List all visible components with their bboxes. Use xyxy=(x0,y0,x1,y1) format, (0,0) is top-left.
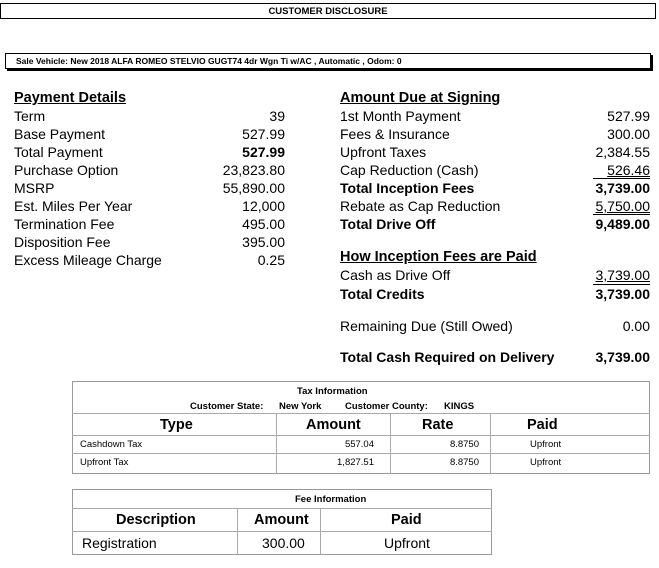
tax-row-paid: Upfront xyxy=(530,457,562,468)
first-month-value: 527.99 xyxy=(607,108,650,124)
fee-divider xyxy=(72,531,492,532)
base-payment-label: Base Payment xyxy=(14,126,106,142)
fee-info-title: Fee Information xyxy=(295,494,367,505)
rebate-label: Rebate as Cap Reduction xyxy=(340,198,501,214)
total-payment-value: 527.99 xyxy=(242,144,285,160)
document-title: CUSTOMER DISCLOSURE xyxy=(0,3,656,19)
total-drive-off-label: Total Drive Off xyxy=(340,216,436,232)
fee-paid-header: Paid xyxy=(391,512,422,528)
total-inception-value: 3,739.00 xyxy=(595,180,650,196)
tax-paid-header: Paid xyxy=(527,417,558,433)
cap-reduction-label: Cap Reduction (Cash) xyxy=(340,162,479,178)
tax-row-type: Upfront Tax xyxy=(80,457,129,468)
tax-divider xyxy=(72,413,650,414)
fees-insurance-value: 300.00 xyxy=(607,126,650,142)
cap-reduction-value: 526.46 xyxy=(607,162,650,178)
tax-row-type: Cashdown Tax xyxy=(80,439,143,450)
fee-row-amount: 300.00 xyxy=(262,535,305,551)
tax-row-paid: Upfront xyxy=(530,439,562,450)
term-label: Term xyxy=(14,108,46,124)
total-credits-value: 3,739.00 xyxy=(595,286,650,302)
fee-amount-header: Amount xyxy=(254,512,309,528)
amount-due-heading: Amount Due at Signing xyxy=(340,90,501,106)
termination-fee-label: Termination Fee xyxy=(14,216,115,232)
disposition-fee-label: Disposition Fee xyxy=(14,234,111,250)
est-miles-value: 12,000 xyxy=(242,198,285,214)
purchase-option-label: Purchase Option xyxy=(14,162,119,178)
tax-row-rate: 8.8750 xyxy=(449,439,479,450)
tax-info-title: Tax Information xyxy=(297,386,368,397)
fees-insurance-label: Fees & Insurance xyxy=(340,126,450,142)
payment-details-values xyxy=(190,107,285,269)
payment-details-heading: Payment Details xyxy=(14,90,127,106)
tax-type-header: Type xyxy=(160,417,193,433)
tax-amount-header: Amount xyxy=(306,417,361,433)
termination-fee-value: 495.00 xyxy=(242,216,285,232)
tax-column-divider xyxy=(490,414,491,474)
disposition-fee-value: 395.00 xyxy=(242,234,285,250)
msrp-label: MSRP xyxy=(14,180,55,196)
total-drive-off-value: 9,489.00 xyxy=(595,216,650,232)
tax-rate-header: Rate xyxy=(422,417,454,433)
payment-details-labels xyxy=(14,107,162,269)
cash-drive-off-label: Cash as Drive Off xyxy=(340,267,451,283)
tax-row-amount: 1,827.51 xyxy=(337,457,374,468)
term-value: 39 xyxy=(269,108,285,124)
cash-required-label: Total Cash Required on Delivery xyxy=(340,349,555,365)
customer-state-value: New York xyxy=(279,401,322,412)
cash-drive-off-value: 3,739.00 xyxy=(595,267,650,283)
customer-county-label: Customer County: xyxy=(345,401,428,412)
upfront-taxes-label: Upfront Taxes xyxy=(340,144,427,160)
excess-mileage-value: 0.25 xyxy=(257,252,285,268)
total-drive-off-rule xyxy=(593,214,650,215)
tax-divider xyxy=(72,453,650,454)
fee-column-divider xyxy=(237,509,238,555)
tax-row-amount: 557.04 xyxy=(344,439,374,450)
remaining-due-label: Remaining Due (Still Owed) xyxy=(340,318,513,334)
total-credits-label: Total Credits xyxy=(340,286,425,302)
est-miles-label: Est. Miles Per Year xyxy=(14,198,133,214)
tax-row-rate: 8.8750 xyxy=(449,457,479,468)
remaining-due-value: 0.00 xyxy=(622,318,650,334)
msrp-value: 55,890.00 xyxy=(222,180,285,196)
total-inception-label: Total Inception Fees xyxy=(340,180,475,196)
inception-paid-heading: How Inception Fees are Paid xyxy=(340,249,537,265)
purchase-option-value: 23,823.80 xyxy=(222,162,285,178)
cash-required-value: 3,739.00 xyxy=(595,349,650,365)
sale-vehicle-line: Sale Vehicle: New 2018 ALFA ROMEO STELVIO GUGT74 4dr Wgn Ti w/AC , Automatic , Odom: 0 xyxy=(5,53,651,69)
fee-column-divider xyxy=(320,509,321,555)
customer-state-label: Customer State: xyxy=(190,401,264,412)
tax-divider xyxy=(72,435,650,436)
excess-mileage-label: Excess Mileage Charge xyxy=(14,252,162,268)
upfront-taxes-value: 2,384.55 xyxy=(595,144,650,160)
first-month-label: 1st Month Payment xyxy=(340,108,461,124)
fee-divider xyxy=(72,508,492,509)
total-inception-rule xyxy=(593,178,650,179)
rebate-value: 5,750.00 xyxy=(595,198,650,214)
fee-row-description: Registration xyxy=(82,535,157,551)
base-payment-value: 527.99 xyxy=(242,126,285,142)
fee-row-paid: Upfront xyxy=(384,535,430,551)
amount-due-labels xyxy=(340,107,500,233)
fee-description-header: Description xyxy=(116,512,196,528)
total-payment-label: Total Payment xyxy=(14,144,103,160)
total-credits-rule xyxy=(593,284,650,285)
customer-county-value: KINGS xyxy=(444,401,475,412)
